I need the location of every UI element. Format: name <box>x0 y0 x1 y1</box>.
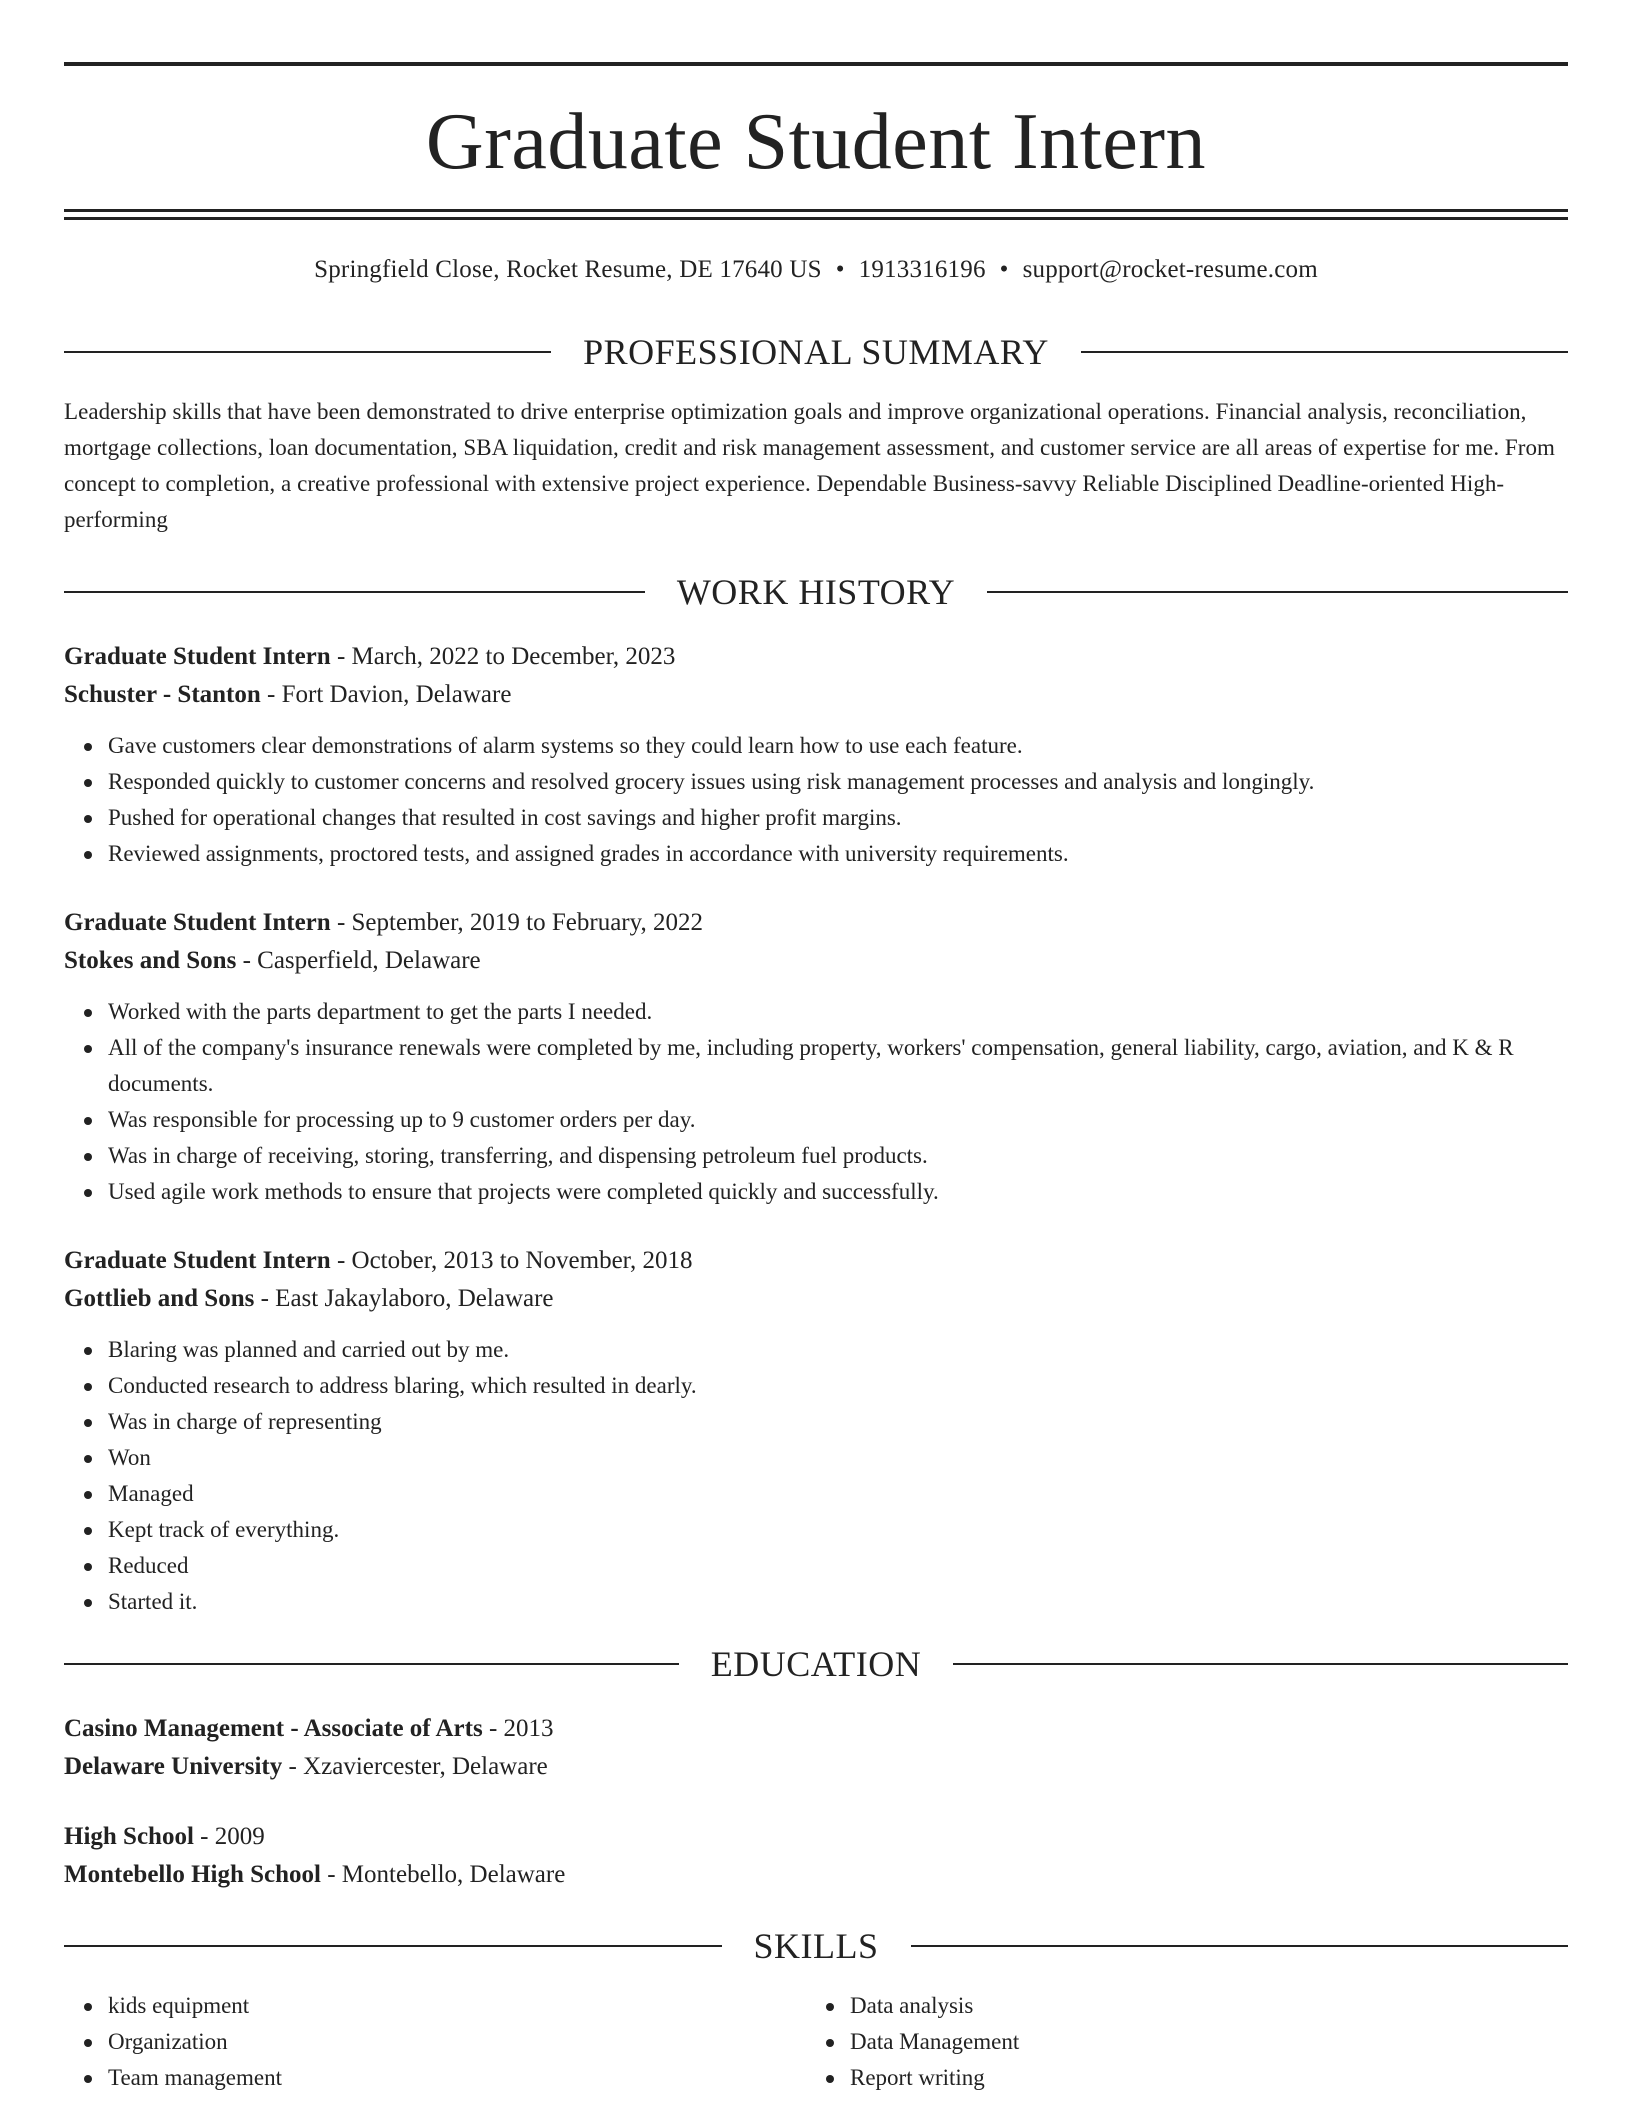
list-item: Used agile work methods to ensure that projects were completed quickly and successfully. <box>108 1174 1568 1210</box>
skill-item: Report writing <box>850 2060 1548 2096</box>
candidate-name: Graduate Student Intern <box>425 98 1207 186</box>
skill-item: Data Management <box>850 2024 1548 2060</box>
skills-list <box>64 1988 806 2096</box>
job-entry <box>64 1242 1568 1620</box>
section-heading-work-history <box>64 574 1568 610</box>
job-company-line <box>64 676 1568 714</box>
dash-separator: - <box>320 1861 342 1888</box>
list-item: Blaring was planned and carried out by me. <box>108 1332 1568 1368</box>
education-entry <box>64 1710 1568 1786</box>
section-heading-label: SKILLS <box>753 1926 879 1966</box>
contact-separator: • <box>999 256 1009 283</box>
contact-separator: • <box>835 256 845 283</box>
dash-separator: - <box>330 643 352 670</box>
dash-separator: - <box>330 909 352 936</box>
job-position: Graduate Student Intern <box>64 1247 331 1274</box>
job-location: Casperfield, Delaware <box>257 947 481 974</box>
skill-item: Data analysis <box>850 1988 1548 2024</box>
job-dates: September, 2019 to February, 2022 <box>351 909 703 936</box>
heading-rule <box>64 351 551 353</box>
list-item: Managed <box>108 1476 1568 1512</box>
job-company: Stokes and Sons <box>64 947 237 974</box>
education-degree: High School <box>64 1823 194 1850</box>
list-item: Was in charge of receiving, storing, transferring, and dispensing petroleum fuel products. <box>108 1138 1568 1174</box>
dash-separator: - <box>260 681 282 708</box>
job-location: East Jakaylaboro, Delaware <box>275 1285 554 1312</box>
list-item: Started it. <box>108 1584 1568 1620</box>
dash-separator: - <box>330 1247 352 1274</box>
education-year: 2013 <box>503 1715 554 1742</box>
list-item: Pushed for operational changes that resulted in cost savings and higher profit margins. <box>108 800 1568 836</box>
header-double-rule <box>64 209 1568 220</box>
education-degree-line <box>64 1710 1568 1748</box>
job-location: Fort Davion, Delaware <box>281 681 512 708</box>
contact-address: Springfield Close, Rocket Resume, DE 17640 US <box>314 256 822 283</box>
section-heading-label: PROFESSIONAL SUMMARY <box>583 332 1049 372</box>
heading-rule <box>64 591 645 593</box>
summary-text: Leadership skills that have been demonstrated to drive enterprise optimization goals and improve organizational operations. Financial analysis, reconciliation, mortgage collections, loan documentation, SBA liquidation, credit and risk management assessment, and customer service are all areas of expertise for me. From concept to completion, a creative professional with extensive project experience. Dependable Business-savvy Reliable Disciplined Deadline-oriented High-performing <box>64 399 1555 532</box>
list-item: Reviewed assignments, proctored tests, and assigned grades in accordance with university requirements. <box>108 836 1568 872</box>
job-position: Graduate Student Intern <box>64 643 331 670</box>
education-year: 2009 <box>214 1823 265 1850</box>
heading-rule <box>1081 351 1568 353</box>
education-school-line <box>64 1856 1568 1894</box>
list-item: Conducted research to address blaring, which resulted in dearly. <box>108 1368 1568 1404</box>
skill-item: Organization <box>108 2024 806 2060</box>
header-top-rule <box>64 62 1568 66</box>
job-company: Schuster - Stanton <box>64 681 261 708</box>
list-item: Worked with the parts department to get the parts I needed. <box>108 994 1568 1030</box>
contact-email: support@rocket-resume.com <box>1022 256 1318 283</box>
education-degree-line <box>64 1818 1568 1856</box>
skills-grid <box>64 1988 1568 2096</box>
skill-item: kids equipment <box>108 1988 806 2024</box>
skill-item: Team management <box>108 2060 806 2096</box>
section-heading-education <box>64 1646 1568 1682</box>
dash-separator: - <box>236 947 258 974</box>
section-heading-label: WORK HISTORY <box>676 572 956 612</box>
job-entry <box>64 638 1568 872</box>
job-bullet-list <box>64 1332 1568 1620</box>
education-school: Montebello High School <box>64 1861 321 1888</box>
job-title-line <box>64 1242 1568 1280</box>
job-company-line <box>64 942 1568 980</box>
job-title-line <box>64 904 1568 942</box>
dash-separator: - <box>254 1285 276 1312</box>
job-company-line <box>64 1280 1568 1318</box>
skills-column-left <box>64 1988 806 2096</box>
education-degree: Casino Management - Associate of Arts <box>64 1715 483 1742</box>
education-location: Montebello, Delaware <box>341 1861 566 1888</box>
job-position: Graduate Student Intern <box>64 909 331 936</box>
heading-rule <box>953 1663 1568 1665</box>
list-item: Kept track of everything. <box>108 1512 1568 1548</box>
education-school-line <box>64 1748 1568 1786</box>
job-dates: October, 2013 to November, 2018 <box>351 1247 693 1274</box>
skills-column-right <box>806 1988 1548 2096</box>
job-title-line <box>64 638 1568 676</box>
heading-rule <box>987 591 1568 593</box>
heading-rule <box>911 1945 1569 1947</box>
contact-phone: 1913316196 <box>858 256 986 283</box>
education-school: Delaware University <box>64 1753 283 1780</box>
section-heading-label: EDUCATION <box>710 1644 922 1684</box>
list-item: Responded quickly to customer concerns and resolved grocery issues using risk management processes and analysis and longingly. <box>108 764 1568 800</box>
heading-rule <box>64 1663 679 1665</box>
list-item: Won <box>108 1440 1568 1476</box>
contact-line <box>64 256 1568 300</box>
job-company: Gottlieb and Sons <box>64 1285 255 1312</box>
education-entry <box>64 1818 1568 1894</box>
list-item: Was responsible for processing up to 9 customer orders per day. <box>108 1102 1568 1138</box>
education-location: Xzaviercester, Delaware <box>303 1753 548 1780</box>
list-item: Reduced <box>108 1548 1568 1584</box>
job-bullet-list <box>64 994 1568 1210</box>
job-entry <box>64 904 1568 1210</box>
skills-list <box>806 1988 1548 2096</box>
job-bullet-list <box>64 728 1568 872</box>
job-dates: March, 2022 to December, 2023 <box>351 643 676 670</box>
list-item: All of the company's insurance renewals were completed by me, including property, workers' compensation, general liability, cargo, aviation, and K & R documents. <box>108 1030 1568 1102</box>
section-heading-summary <box>64 334 1568 370</box>
section-heading-skills <box>64 1928 1568 1964</box>
list-item: Gave customers clear demonstrations of alarm systems so they could learn how to use each feature. <box>108 728 1568 764</box>
heading-rule <box>64 1945 722 1947</box>
dash-separator: - <box>282 1753 304 1780</box>
dash-separator: - <box>193 1823 215 1850</box>
dash-separator: - <box>482 1715 504 1742</box>
list-item: Was in charge of representing <box>108 1404 1568 1440</box>
